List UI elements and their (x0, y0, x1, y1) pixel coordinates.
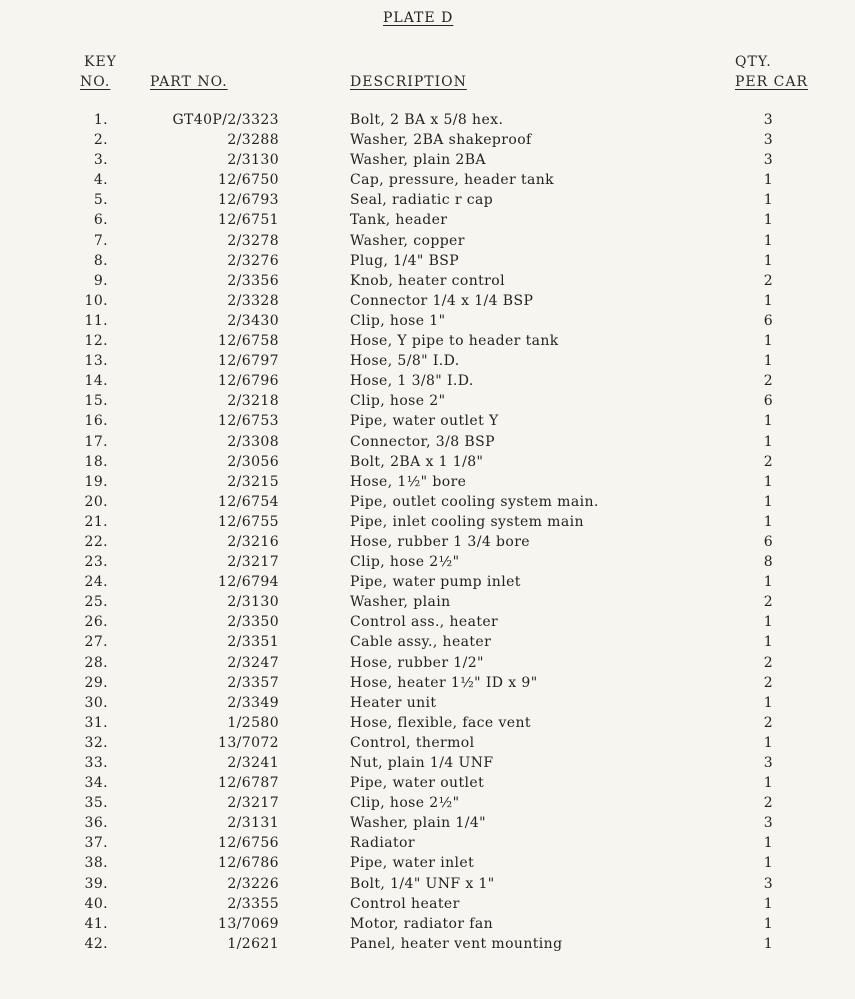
key-cell: 25. (84, 594, 108, 611)
qty-cell: 1 (763, 333, 773, 350)
description-cell: Washer, plain 1/4" (350, 815, 486, 832)
key-cell: 3. (93, 152, 108, 169)
page-title: PLATE D (383, 10, 454, 26)
qty-cell: 1 (763, 614, 773, 631)
qty-cell: 1 (763, 634, 773, 651)
part-no-cell: 12/6793 (218, 192, 279, 209)
table-row (0, 874, 855, 894)
key-cell: 8. (93, 252, 108, 269)
part-no-cell: 2/3350 (227, 614, 279, 631)
qty-cell: 3 (763, 132, 773, 149)
description-cell: Washer, plain (350, 594, 451, 611)
key-cell: 35. (84, 795, 108, 812)
description-cell: Connector 1/4 x 1/4 BSP (350, 292, 534, 309)
part-no-cell: 2/3278 (227, 232, 279, 249)
qty-cell: 2 (763, 714, 773, 731)
description-cell: Control ass., heater (350, 614, 499, 631)
key-cell: 39. (84, 875, 108, 892)
table-row (0, 311, 855, 331)
key-cell: 28. (84, 654, 108, 671)
table-row (0, 653, 855, 673)
table-row (0, 693, 855, 713)
key-cell: 19. (84, 473, 108, 490)
qty-cell: 1 (763, 433, 773, 450)
qty-cell: 2 (763, 373, 773, 390)
qty-cell: 1 (763, 212, 773, 229)
table-row (0, 894, 855, 914)
description-cell: Panel, heater vent mounting (350, 935, 563, 952)
description-cell: Hose, 1½" bore (350, 473, 467, 490)
part-no-cell: 2/3131 (227, 815, 279, 832)
key-cell: 42. (84, 935, 108, 952)
part-no-cell: 12/6758 (218, 333, 279, 350)
qty-cell: 1 (763, 694, 773, 711)
table-row (0, 331, 855, 351)
key-cell: 40. (84, 895, 108, 912)
key-cell: 4. (93, 172, 108, 189)
part-no-cell: 12/6750 (218, 172, 279, 189)
qty-cell: 3 (763, 112, 773, 128)
key-cell: 18. (84, 453, 108, 470)
table-row (0, 472, 855, 492)
table-row (0, 833, 855, 853)
part-no-cell: 2/3276 (227, 252, 279, 269)
key-cell: 24. (84, 574, 108, 591)
part-no-cell: 2/3216 (227, 533, 279, 550)
part-no-cell: 2/3218 (227, 393, 279, 410)
key-cell: 12. (84, 333, 108, 350)
part-no-cell: 2/3430 (227, 312, 279, 329)
table-row (0, 411, 855, 431)
description-cell: Motor, radiator fan (350, 915, 494, 932)
description-cell: Cap, pressure, header tank (350, 172, 555, 189)
qty-cell: 6 (763, 393, 773, 410)
part-no-cell: 2/3288 (227, 132, 279, 149)
key-cell: 17. (84, 433, 108, 450)
description-cell: Knob, heater control (350, 272, 505, 289)
part-no-cell: 2/3217 (227, 795, 279, 812)
table-row (0, 231, 855, 251)
qty-cell: 3 (763, 815, 773, 832)
key-cell: 30. (84, 694, 108, 711)
table-row (0, 673, 855, 693)
key-cell: 7. (93, 232, 108, 249)
description-cell: Clip, hose 1" (350, 312, 446, 329)
qty-cell: 1 (763, 915, 773, 932)
description-cell: Pipe, outlet cooling system main. (350, 493, 599, 510)
part-no-cell: 12/6794 (218, 574, 279, 591)
part-no-cell: 2/3356 (227, 272, 279, 289)
part-no-cell: 2/3056 (227, 453, 279, 470)
qty-cell: 2 (763, 795, 773, 812)
qty-cell: 1 (763, 935, 773, 952)
header-qty-line1: QTY. (735, 54, 772, 70)
qty-cell: 1 (763, 775, 773, 792)
header-part-no: PART NO. (150, 74, 228, 90)
key-cell: 33. (84, 755, 108, 771)
key-cell: 11. (84, 312, 108, 329)
part-no-cell: 2/3226 (227, 875, 279, 892)
description-cell: Clip, hose 2" (350, 393, 446, 410)
description-cell: Control heater (350, 895, 460, 912)
description-cell: Bolt, 2BA x 1 1/8" (350, 453, 484, 470)
qty-cell: 1 (763, 835, 773, 852)
qty-cell: 1 (763, 292, 773, 309)
qty-cell: 1 (763, 734, 773, 751)
key-cell: 2. (93, 132, 108, 149)
table-row (0, 773, 855, 793)
qty-cell: 6 (763, 312, 773, 329)
part-no-cell: 2/3349 (227, 694, 279, 711)
qty-cell: 3 (763, 152, 773, 169)
qty-cell: 1 (763, 855, 773, 872)
part-no-cell: 12/6755 (218, 513, 279, 530)
table-row (0, 251, 855, 271)
qty-cell: 1 (763, 513, 773, 530)
description-cell: Hose, flexible, face vent (350, 714, 531, 731)
description-cell: Control, thermol (350, 734, 475, 751)
header-qty-line2: PER CAR (735, 74, 808, 90)
table-row (0, 110, 855, 130)
table-row (0, 592, 855, 612)
part-no-cell: 12/6786 (218, 855, 279, 872)
table-row (0, 632, 855, 652)
part-no-cell: 13/7072 (218, 734, 279, 751)
qty-cell: 1 (763, 353, 773, 370)
table-row (0, 572, 855, 592)
table-row (0, 713, 855, 733)
key-cell: 27. (84, 634, 108, 651)
description-cell: Bolt, 2 BA x 5/8 hex. (350, 112, 504, 128)
table-row (0, 190, 855, 210)
table-row (0, 914, 855, 934)
table-row (0, 271, 855, 291)
key-cell: 14. (84, 373, 108, 390)
table-row (0, 512, 855, 532)
table-row (0, 813, 855, 833)
part-no-cell: 2/3355 (227, 895, 279, 912)
description-cell: Radiator (350, 835, 415, 852)
description-cell: Hose, Y pipe to header tank (350, 333, 559, 350)
part-no-cell: 12/6796 (218, 373, 279, 390)
description-cell: Pipe, water outlet (350, 775, 485, 792)
header-key-line1: KEY (84, 54, 117, 70)
table-row (0, 291, 855, 311)
key-cell: 32. (84, 734, 108, 751)
description-cell: Clip, hose 2½" (350, 795, 460, 812)
key-cell: 16. (84, 413, 108, 430)
part-no-cell: 13/7069 (218, 915, 279, 932)
part-no-cell: 2/3241 (227, 755, 279, 771)
qty-cell: 1 (763, 895, 773, 912)
part-no-cell: GT40P/2/3323 (172, 112, 279, 128)
key-cell: 23. (84, 554, 108, 571)
qty-cell: 6 (763, 533, 773, 550)
table-row (0, 351, 855, 371)
table-row (0, 733, 855, 753)
table-row (0, 170, 855, 190)
description-cell: Clip, hose 2½" (350, 554, 460, 571)
description-cell: Washer, 2BA shakeproof (350, 132, 532, 149)
qty-cell: 2 (763, 654, 773, 671)
header-key-line2: NO. (80, 74, 111, 90)
key-cell: 21. (84, 513, 108, 530)
table-row (0, 612, 855, 632)
table-row (0, 532, 855, 552)
key-cell: 5. (93, 192, 108, 209)
key-cell: 13. (84, 353, 108, 370)
key-cell: 36. (84, 815, 108, 832)
table-row (0, 391, 855, 411)
table-row (0, 552, 855, 572)
description-cell: Pipe, water outlet Y (350, 413, 499, 430)
table-row (0, 371, 855, 391)
qty-cell: 2 (763, 674, 773, 691)
key-cell: 29. (84, 674, 108, 691)
qty-cell: 3 (763, 875, 773, 892)
qty-cell: 3 (763, 755, 773, 771)
qty-cell: 2 (763, 453, 773, 470)
description-cell: Heater unit (350, 694, 437, 711)
key-cell: 15. (84, 393, 108, 410)
key-cell: 22. (84, 533, 108, 550)
part-no-cell: 2/3328 (227, 292, 279, 309)
key-cell: 9. (93, 272, 108, 289)
table-row (0, 934, 855, 954)
table-row (0, 853, 855, 873)
description-cell: Tank, header (350, 212, 448, 229)
table-row (0, 753, 855, 773)
part-no-cell: 2/3351 (227, 634, 279, 651)
part-no-cell: 2/3308 (227, 433, 279, 450)
part-no-cell: 1/2580 (227, 714, 279, 731)
table-row (0, 492, 855, 512)
qty-cell: 1 (763, 252, 773, 269)
qty-cell: 1 (763, 192, 773, 209)
key-cell: 38. (84, 855, 108, 872)
part-no-cell: 2/3215 (227, 473, 279, 490)
part-no-cell: 2/3357 (227, 674, 279, 691)
description-cell: Pipe, water pump inlet (350, 574, 521, 591)
description-cell: Connector, 3/8 BSP (350, 433, 495, 450)
part-no-cell: 2/3130 (227, 152, 279, 169)
description-cell: Hose, heater 1½" ID x 9" (350, 674, 538, 691)
key-cell: 34. (84, 775, 108, 792)
key-cell: 41. (84, 915, 108, 932)
part-no-cell: 12/6753 (218, 413, 279, 430)
description-cell: Cable assy., heater (350, 634, 492, 651)
qty-cell: 1 (763, 232, 773, 249)
description-cell: Hose, rubber 1 3/4 bore (350, 533, 530, 550)
table-row (0, 452, 855, 472)
description-cell: Hose, 1 3/8" I.D. (350, 373, 474, 390)
qty-cell: 1 (763, 172, 773, 189)
part-no-cell: 2/3130 (227, 594, 279, 611)
description-cell: Hose, 5/8" I.D. (350, 353, 460, 370)
key-cell: 20. (84, 493, 108, 510)
part-no-cell: 12/6751 (218, 212, 279, 229)
key-cell: 1. (93, 112, 108, 128)
part-no-cell: 12/6797 (218, 353, 279, 370)
qty-cell: 1 (763, 574, 773, 591)
header-description: DESCRIPTION (350, 74, 467, 90)
part-no-cell: 2/3217 (227, 554, 279, 571)
description-cell: Nut, plain 1/4 UNF (350, 755, 494, 771)
part-no-cell: 12/6754 (218, 493, 279, 510)
key-cell: 10. (84, 292, 108, 309)
table-row (0, 793, 855, 813)
key-cell: 31. (84, 714, 108, 731)
qty-cell: 1 (763, 473, 773, 490)
description-cell: Plug, 1/4" BSP (350, 252, 460, 269)
qty-cell: 8 (763, 554, 773, 571)
part-no-cell: 2/3247 (227, 654, 279, 671)
description-cell: Pipe, inlet cooling system main (350, 513, 584, 530)
key-cell: 37. (84, 835, 108, 852)
key-cell: 6. (93, 212, 108, 229)
table-row (0, 210, 855, 230)
key-cell: 26. (84, 614, 108, 631)
qty-cell: 2 (763, 272, 773, 289)
description-cell: Seal, radiatic r cap (350, 192, 494, 209)
description-cell: Washer, plain 2BA (350, 152, 486, 169)
qty-cell: 1 (763, 413, 773, 430)
part-no-cell: 12/6787 (218, 775, 279, 792)
qty-cell: 1 (763, 493, 773, 510)
description-cell: Washer, copper (350, 232, 465, 249)
qty-cell: 2 (763, 594, 773, 611)
table-row (0, 130, 855, 150)
description-cell: Hose, rubber 1/2" (350, 654, 484, 671)
description-cell: Bolt, 1/4" UNF x 1" (350, 875, 495, 892)
description-cell: Pipe, water inlet (350, 855, 475, 872)
parts-table (0, 110, 855, 954)
part-no-cell: 12/6756 (218, 835, 279, 852)
part-no-cell: 1/2621 (227, 935, 279, 952)
table-row (0, 432, 855, 452)
table-row (0, 150, 855, 170)
